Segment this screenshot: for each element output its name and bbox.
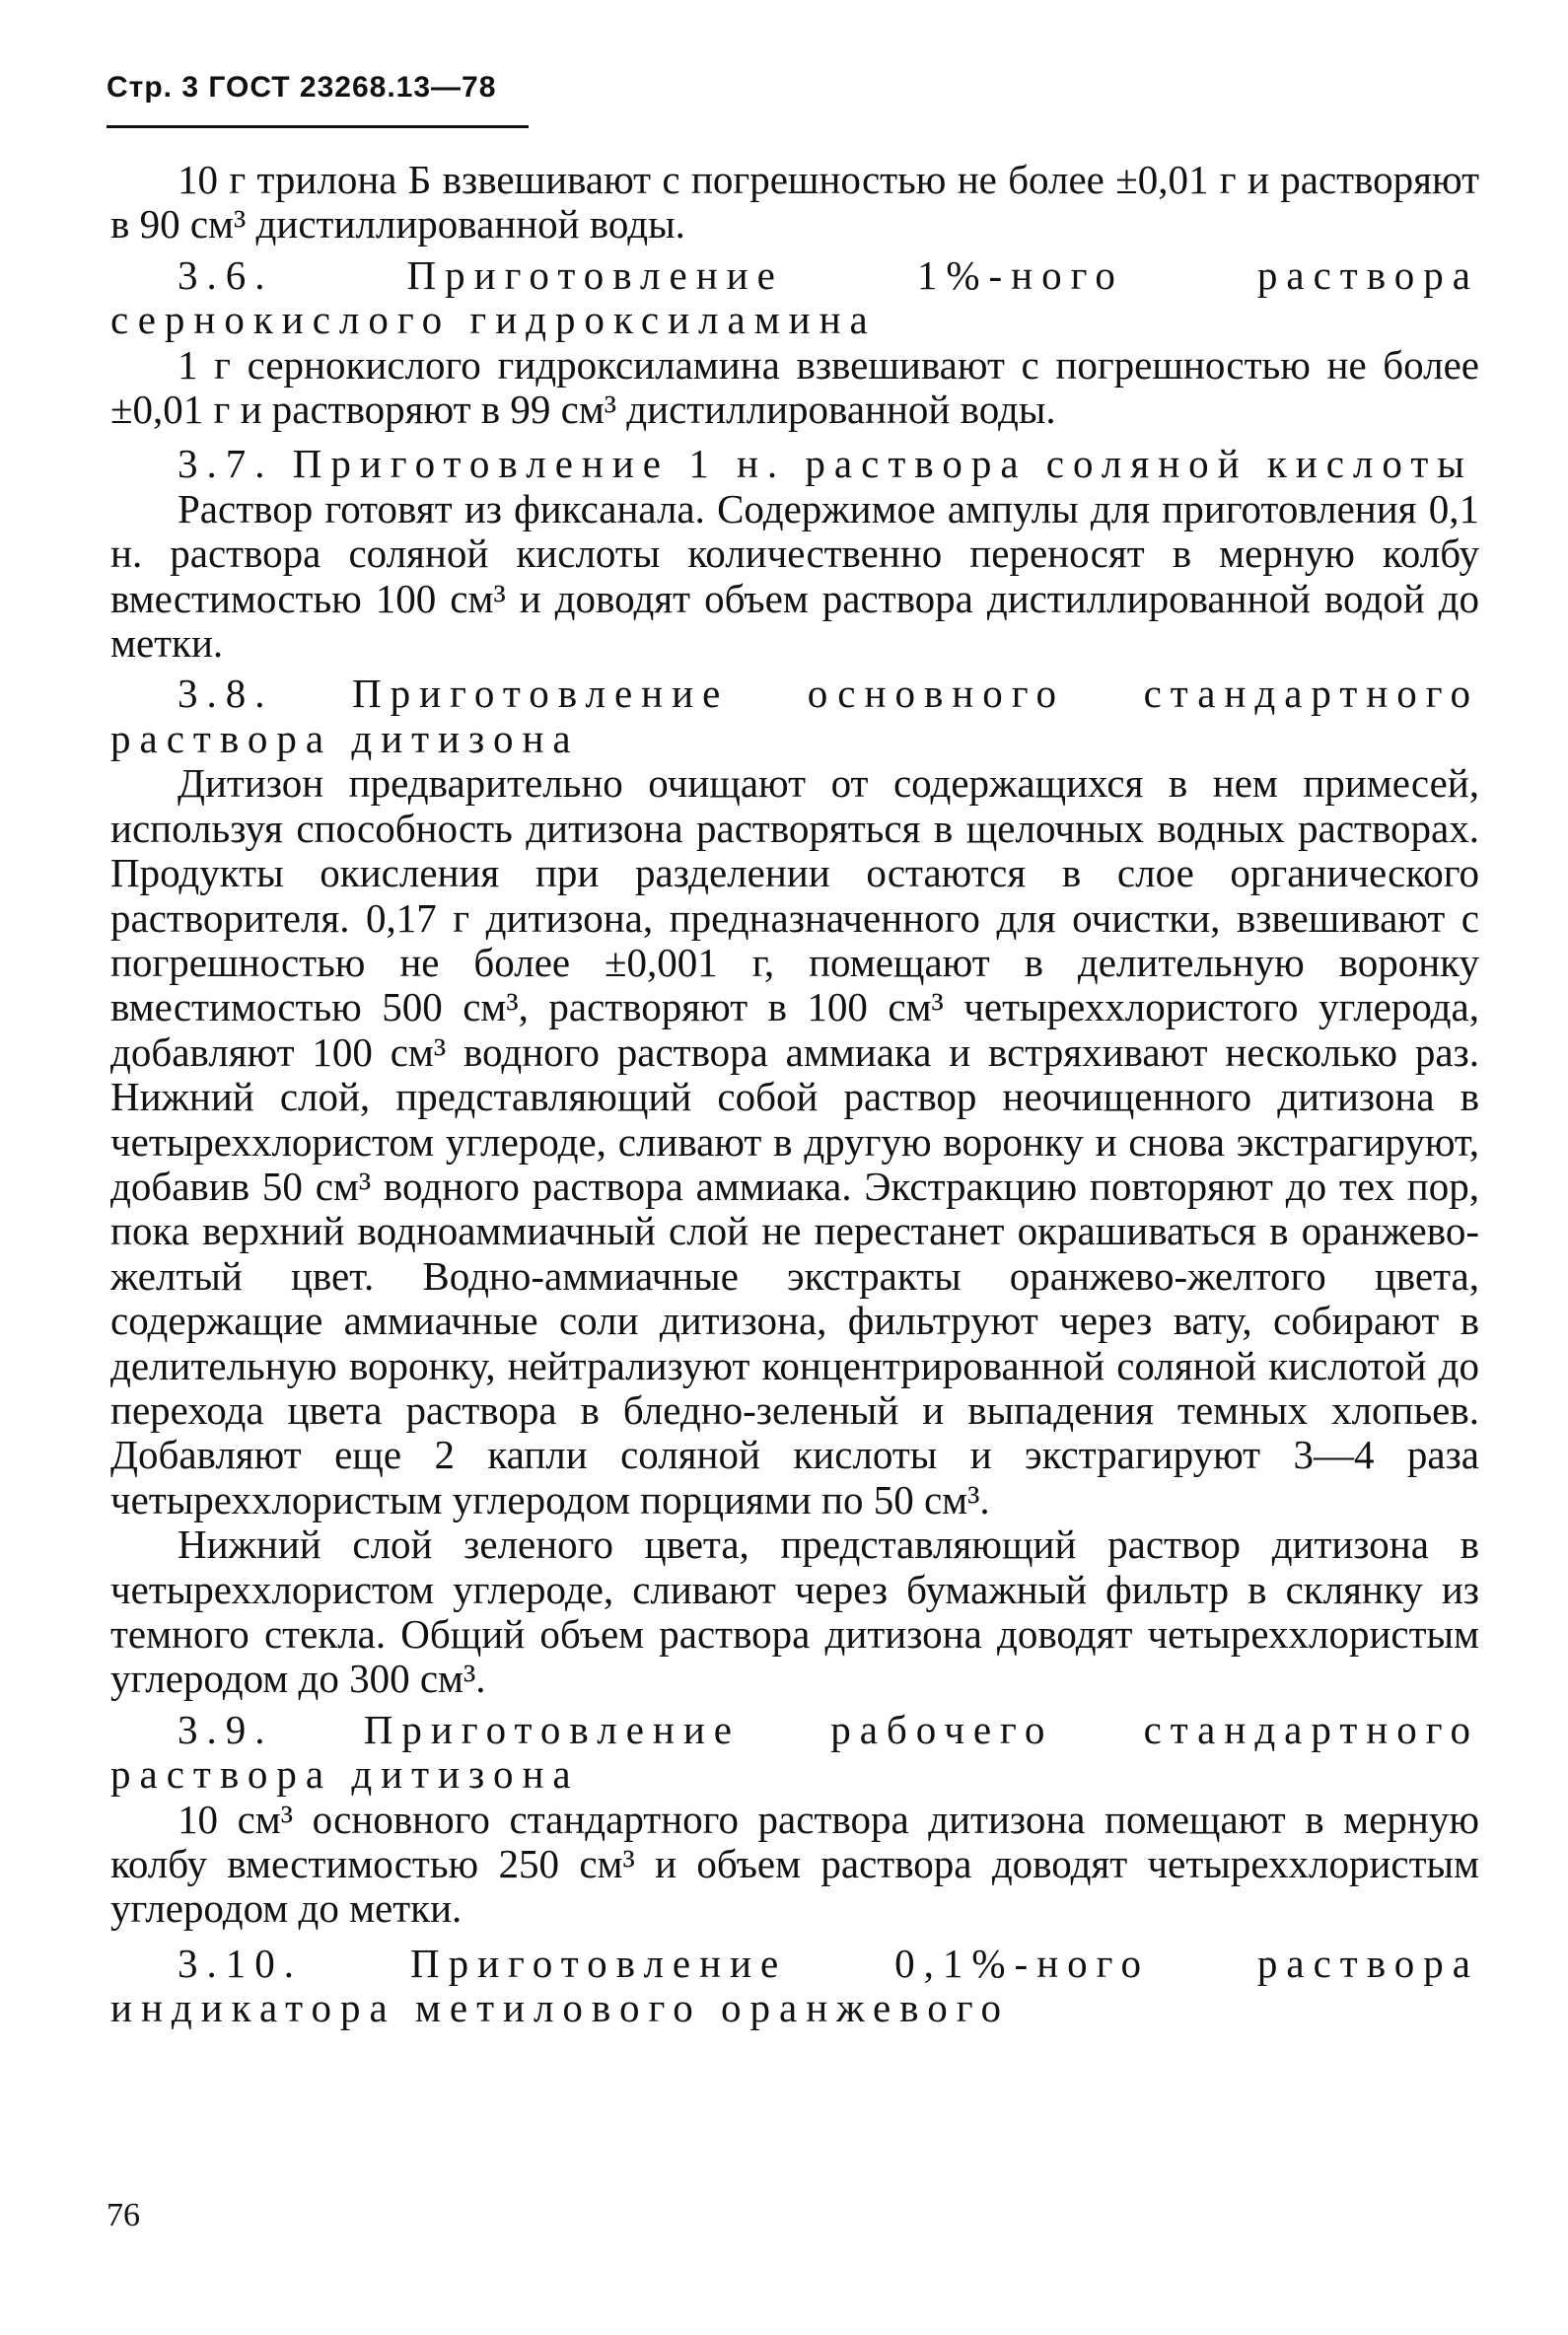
paragraph-dithizone-purification: Дитизон предварительно очищают от содержащихся в нем примесей, используя способность дитизона растворяться в щелочных водных растворах. Продукты окисления при разделении остаются в слое органического растворителя. 0,17 г дитизона, предназначенного для очистки, взвешивают с погрешностью не более ±0,001 г, помещают в делительную воронку вместимостью 500 см³, растворяют в 100 см³ четыреххлористого углерода, добавляют 100 см³ водного раствора аммиака и встряхивают несколько раз. Нижний слой, представляющий собой раствор неочищенного дитизона в четыреххлористом углероде, сливают в другую воронку и снова экстрагируют, добавив 50 см³ водного раствора аммиака. Экстракцию повторяют до тех пор, пока верхний водноаммиачный слой не перестанет окрашиваться в оранжево-желтый цвет. Водно-аммиачные экстракты оранжево-желтого цвета, содержащие аммиачные соли дитизона, фильтруют через вату, собирают в делительную воронку, нейтрализуют концентрированной соляной кислотой до перехода цвета раствора в бледно-зеленый и выпадения темных хлопьев. Добавляют еще 2 капли соляной кислоты и экстрагируют 3—4 раза четыреххлористым углеродом порциями по 50 см³. xyxy=(110,760,1479,1522)
section-heading-3-7: 3.7. Приготовление 1 н. раствора соляной кислоты xyxy=(178,441,1473,487)
paragraph-working-solution: 10 см³ основного стандартного раствора дитизона помещают в мерную колбу вместимостью 250 см³ и объем раствора доводят четыреххлористым углеродом до метки. xyxy=(110,1796,1479,1932)
paragraph-trilon: 10 г трилона Б взвешивают с погрешностью не более ±0,01 г и растворяют в 90 см³ дистиллированной воды. xyxy=(110,157,1479,248)
section-heading-3-9: 3.9. Приготовление рабочего стандартного раствора дитизона xyxy=(110,1706,1479,1798)
document-body xyxy=(110,158,1479,2031)
paragraph-hydroxylamine: 1 г сернокислого гидроксиламина взвешивают с погрешностью не более ±0,01 г и растворяют в 99 см³ дистиллированной воды. xyxy=(110,341,1479,433)
header-rule xyxy=(107,125,529,128)
page-header: Стр. 3 ГОСТ 23268.13—78 xyxy=(107,71,497,104)
paragraph-hydrochloric-acid: Раствор готовят из фиксанала. Содержимое ампулы для приготовления 0,1 н. раствора соляной кислоты количественно переносят в мерную колбу вместимостью 100 см³ и доводят объем раствора дистиллированной водой до метки. xyxy=(110,485,1479,667)
section-heading-3-8: 3.8. Приготовление основного стандартного раствора дитизона xyxy=(110,671,1479,761)
section-heading-3-6: 3.6. Приготовление 1%-ного раствора сернокислого гидроксиламина xyxy=(110,251,1479,343)
page-number: 76 xyxy=(107,2197,140,2233)
paragraph-dithizone-filtration: Нижний слой зеленого цвета, представляющий раствор дитизона в четыреххлористом углероде, сливают через бумажный фильтр в склянку из темного стекла. Общий объем раствора дитизона доводят четыреххлористым углеродом до 300 см³. xyxy=(110,1521,1479,1702)
section-heading-3-10: 3.10. Приготовление 0,1%-ного раствора индикатора метилового оранжевого xyxy=(110,1940,1479,2031)
